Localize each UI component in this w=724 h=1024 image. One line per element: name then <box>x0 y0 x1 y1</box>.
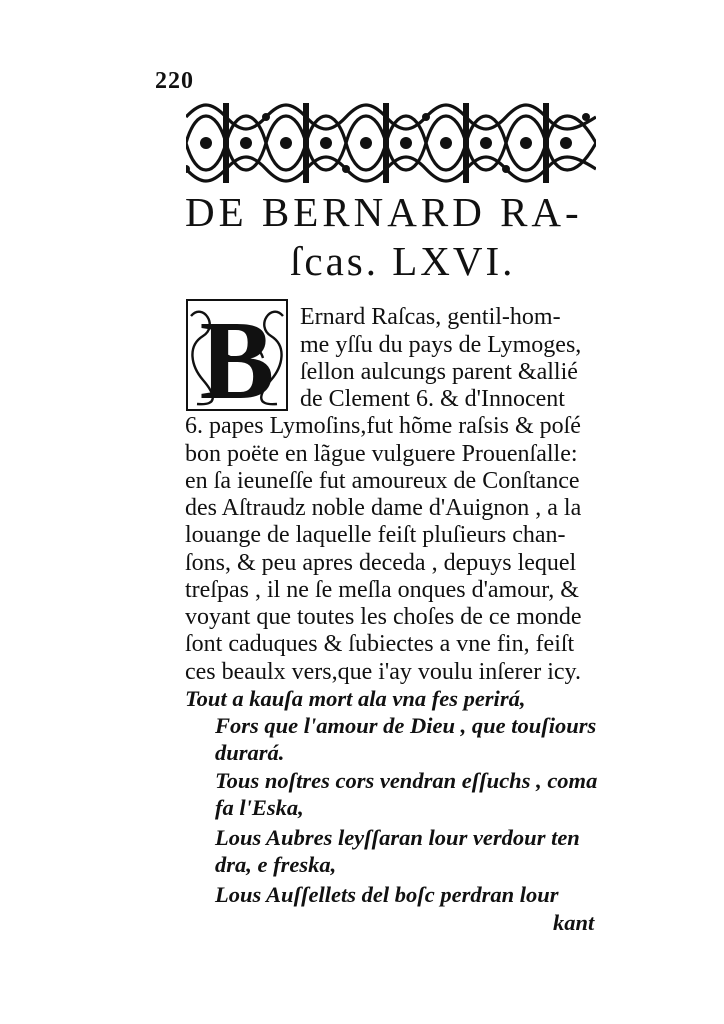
verse-line: fa l'Eska, <box>215 795 304 820</box>
verse-line: Lous Auſſellets del boſc perdran lour <box>215 882 559 907</box>
chapter-title-line-1: DE BERNARD RA- <box>185 189 583 235</box>
body-line: de Clement 6. & d'Innocent <box>300 386 565 412</box>
verse-line: Tout a kauſa mort ala vna fes perirá, <box>185 686 526 711</box>
chapter-title-line-2: ſcas. LXVI. <box>290 238 516 284</box>
decorated-dropcap <box>183 296 291 414</box>
body-line: Ernard Raſcas, gentil-hom- <box>300 304 561 330</box>
body-line: ces beaulx vers,que i'ay voulu inſerer icy. <box>185 659 581 685</box>
body-line: ſellon aulcungs parent &allié <box>300 359 578 385</box>
body-line: louange de laquelle feiſt pluſieurs chan- <box>185 522 566 548</box>
verse-line: durará. <box>215 740 285 765</box>
body-line: ſont caduques & ſubiectes a vne fin, feiſt <box>185 631 575 657</box>
body-line: des Aſtraudz noble dame d'Auignon , a la <box>185 495 582 521</box>
verse-line: kant <box>553 910 595 935</box>
body-line: 6. papes Lymoſins,fut hõme raſsis & poſé <box>185 413 581 439</box>
verse-line: Fors que l'amour de Dieu , que touſiours <box>215 713 597 738</box>
body-line: en ſa ieuneſſe fut amoureux de Conſtance <box>185 468 580 494</box>
verse-line: Lous Aubres leyſſaran lour verdour ten <box>215 825 580 850</box>
body-line: ſons, & peu apres deceda , depuys lequel <box>185 550 577 576</box>
body-line: me yſſu du pays de Lymoges, <box>300 332 582 358</box>
svg-text:B: B <box>199 299 275 414</box>
ornamental-header-band <box>186 97 596 189</box>
verse-line: Tous noſtres cors vendran eſſuchs , coma <box>215 768 598 793</box>
dropcap-ornament-icon <box>183 296 291 414</box>
body-line: bon poëte en lãgue vulguere Prouenſalle: <box>185 441 578 467</box>
verse-line: dra, e freska, <box>215 852 337 877</box>
body-line: treſpas , il ne ſe meſla onques d'amour, & <box>185 577 579 603</box>
page-number: 220 <box>155 68 194 94</box>
body-line: voyant que toutes les choſes de ce monde <box>185 604 582 630</box>
